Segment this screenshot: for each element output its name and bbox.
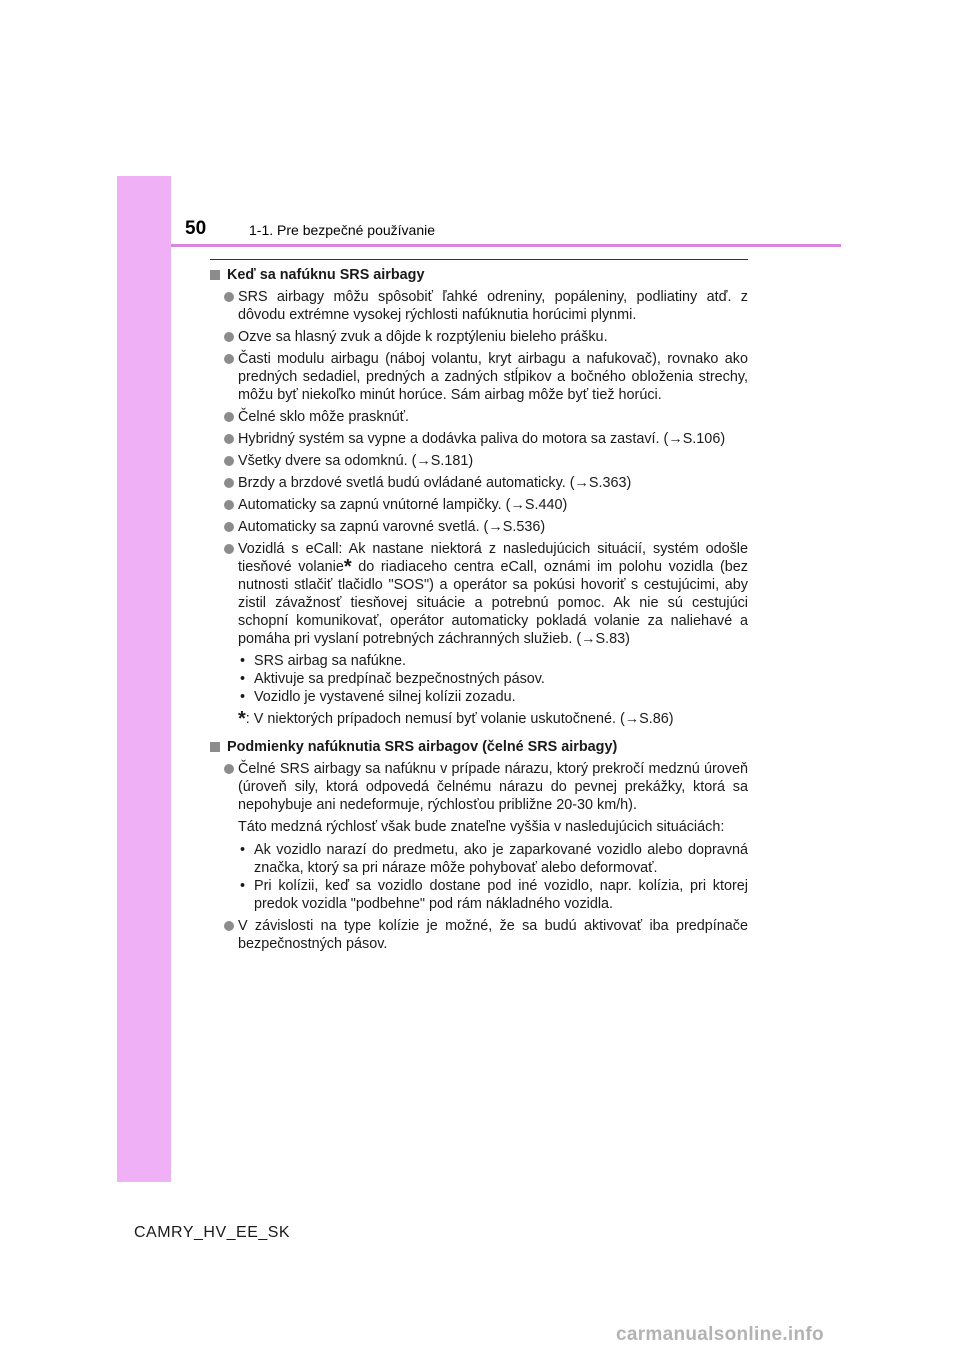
bullet-dot-icon xyxy=(224,764,234,774)
list-item: Hybridný systém sa vypne a dodávka paliva do motora sa zastaví. (→S.106) xyxy=(210,430,748,448)
list-item: Všetky dvere sa odomknú. (→S.181) xyxy=(210,452,748,470)
section-title: 1-1. Pre bezpečné používanie xyxy=(249,222,436,238)
list-item: Čelné SRS airbagy sa nafúknu v prípade nárazu, ktorý prekročí medznú úroveň (úroveň sily, ktorá odpovedá čelnému nárazu do pevnej prekážky, ktorá sa nepohybuje ani nedeformuje, rýchlosťou približne 20-30 km/h). xyxy=(210,760,748,814)
document-code-footer: CAMRY_HV_EE_SK xyxy=(134,1224,291,1241)
footnote-star: * xyxy=(343,556,352,578)
header-rule xyxy=(171,244,841,247)
threshold-subitems xyxy=(210,841,748,913)
ecall-list-item: Vozidlá s eCall: Ak nastane niektorá z nasledujúcich situácií, systém odošle tiesňové volanie* do riadiaceho centra eCall, oznámi im polohu vozidla (bez nutnosti stlačiť tlačidlo "SOS") a operátor sa pokúsi hovoriť s cestujúcimi, aby zistil závažnosť tiesňovej situácie a potrebnú pomoc. Ak nie sú cestujúci schopní komunikovať, operátor automaticky pokladá volanie za naliehavé a pomáha pri vyslaní potrebných záchranných služieb. (→S.83) xyxy=(210,540,748,648)
bullet-dot-icon xyxy=(224,544,234,554)
chapter-sidebar-tab xyxy=(117,176,171,1182)
section-heading: Keď sa nafúknu SRS airbagy xyxy=(210,266,748,284)
sub-list-item: • SRS airbag sa nafúkne. xyxy=(240,653,406,669)
paragraph: Táto medzná rýchlosť však bude znateľne vyššia v nasledujúcich situáciách: xyxy=(238,819,725,835)
section-heading: Podmienky nafúknutia SRS airbagov (čelné SRS airbagy) xyxy=(210,738,748,756)
list-item: Čelné sklo môže prasknúť. xyxy=(210,408,748,426)
sub-list-item: • Vozidlo je vystavené silnej kolízii zozadu. xyxy=(240,689,516,705)
bullet-dot-icon xyxy=(224,354,234,364)
bullet-dot-icon xyxy=(224,456,234,466)
footnote-star: * xyxy=(238,708,246,730)
bullet-dot-icon xyxy=(224,292,234,302)
bullet-dot-icon xyxy=(224,500,234,510)
list-item: Časti modulu airbagu (náboj volantu, kryt airbagu a nafukovač), rovnako ako predných sedadiel, predných a zadných stĺpikov a bočného obloženia strechy, môžu byť niekoľko minút horúce. Sám airbag môže byť tiež horúci. xyxy=(210,350,748,404)
page-number: 50 xyxy=(185,218,207,239)
content-top-rule xyxy=(210,259,748,260)
list-item: V závislosti na type kolízie je možné, že sa budú aktivovať iba predpínače bezpečnostných pásov. xyxy=(210,917,748,953)
watermark: carmanualsonline.info xyxy=(616,1324,824,1345)
bullet-dot-icon xyxy=(224,412,234,422)
list-item: Automaticky sa zapnú varovné svetlá. (→S.536) xyxy=(210,518,748,536)
square-bullet-icon xyxy=(210,742,220,752)
bullet-dot-icon xyxy=(224,522,234,532)
bullet-dot-icon xyxy=(224,921,234,931)
page-content xyxy=(210,266,748,957)
footnote: *: V niektorých prípadoch nemusí byť volanie uskutočnené. (→S.86) xyxy=(238,708,674,730)
list-item: Brzdy a brzdové svetlá budú ovládané automaticky. (→S.363) xyxy=(210,474,748,492)
bullet-dot-icon xyxy=(224,434,234,444)
list-item: Automaticky sa zapnú vnútorné lampičky. (→S.440) xyxy=(210,496,748,514)
sub-list-item: • Ak vozidlo narazí do predmetu, ako je zaparkované vozidlo alebo dopravná značka, ktorý sa pri náraze môže pohybovať alebo deformovať. xyxy=(240,842,748,876)
square-bullet-icon xyxy=(210,270,220,280)
list-item: Ozve sa hlasný zvuk a dôjde k rozptýleniu bieleho prášku. xyxy=(210,328,748,346)
ecall-subitems xyxy=(210,652,748,706)
sub-list-item: • Pri kolízii, keď sa vozidlo dostane pod iné vozidlo, napr. kolízia, pri ktorej predok vozidla "podbehne" pod rám nákladného vozidla. xyxy=(240,878,748,912)
sub-list-item: • Aktivuje sa predpínač bezpečnostných pásov. xyxy=(240,671,545,687)
bullet-dot-icon xyxy=(224,478,234,488)
list-item: SRS airbagy môžu spôsobiť ľahké odreniny, popáleniny, podliatiny atď. z dôvodu extrémne vysokej rýchlosti nafúknutia horúcimi plynmi. xyxy=(210,288,748,324)
bullet-dot-icon xyxy=(224,332,234,342)
